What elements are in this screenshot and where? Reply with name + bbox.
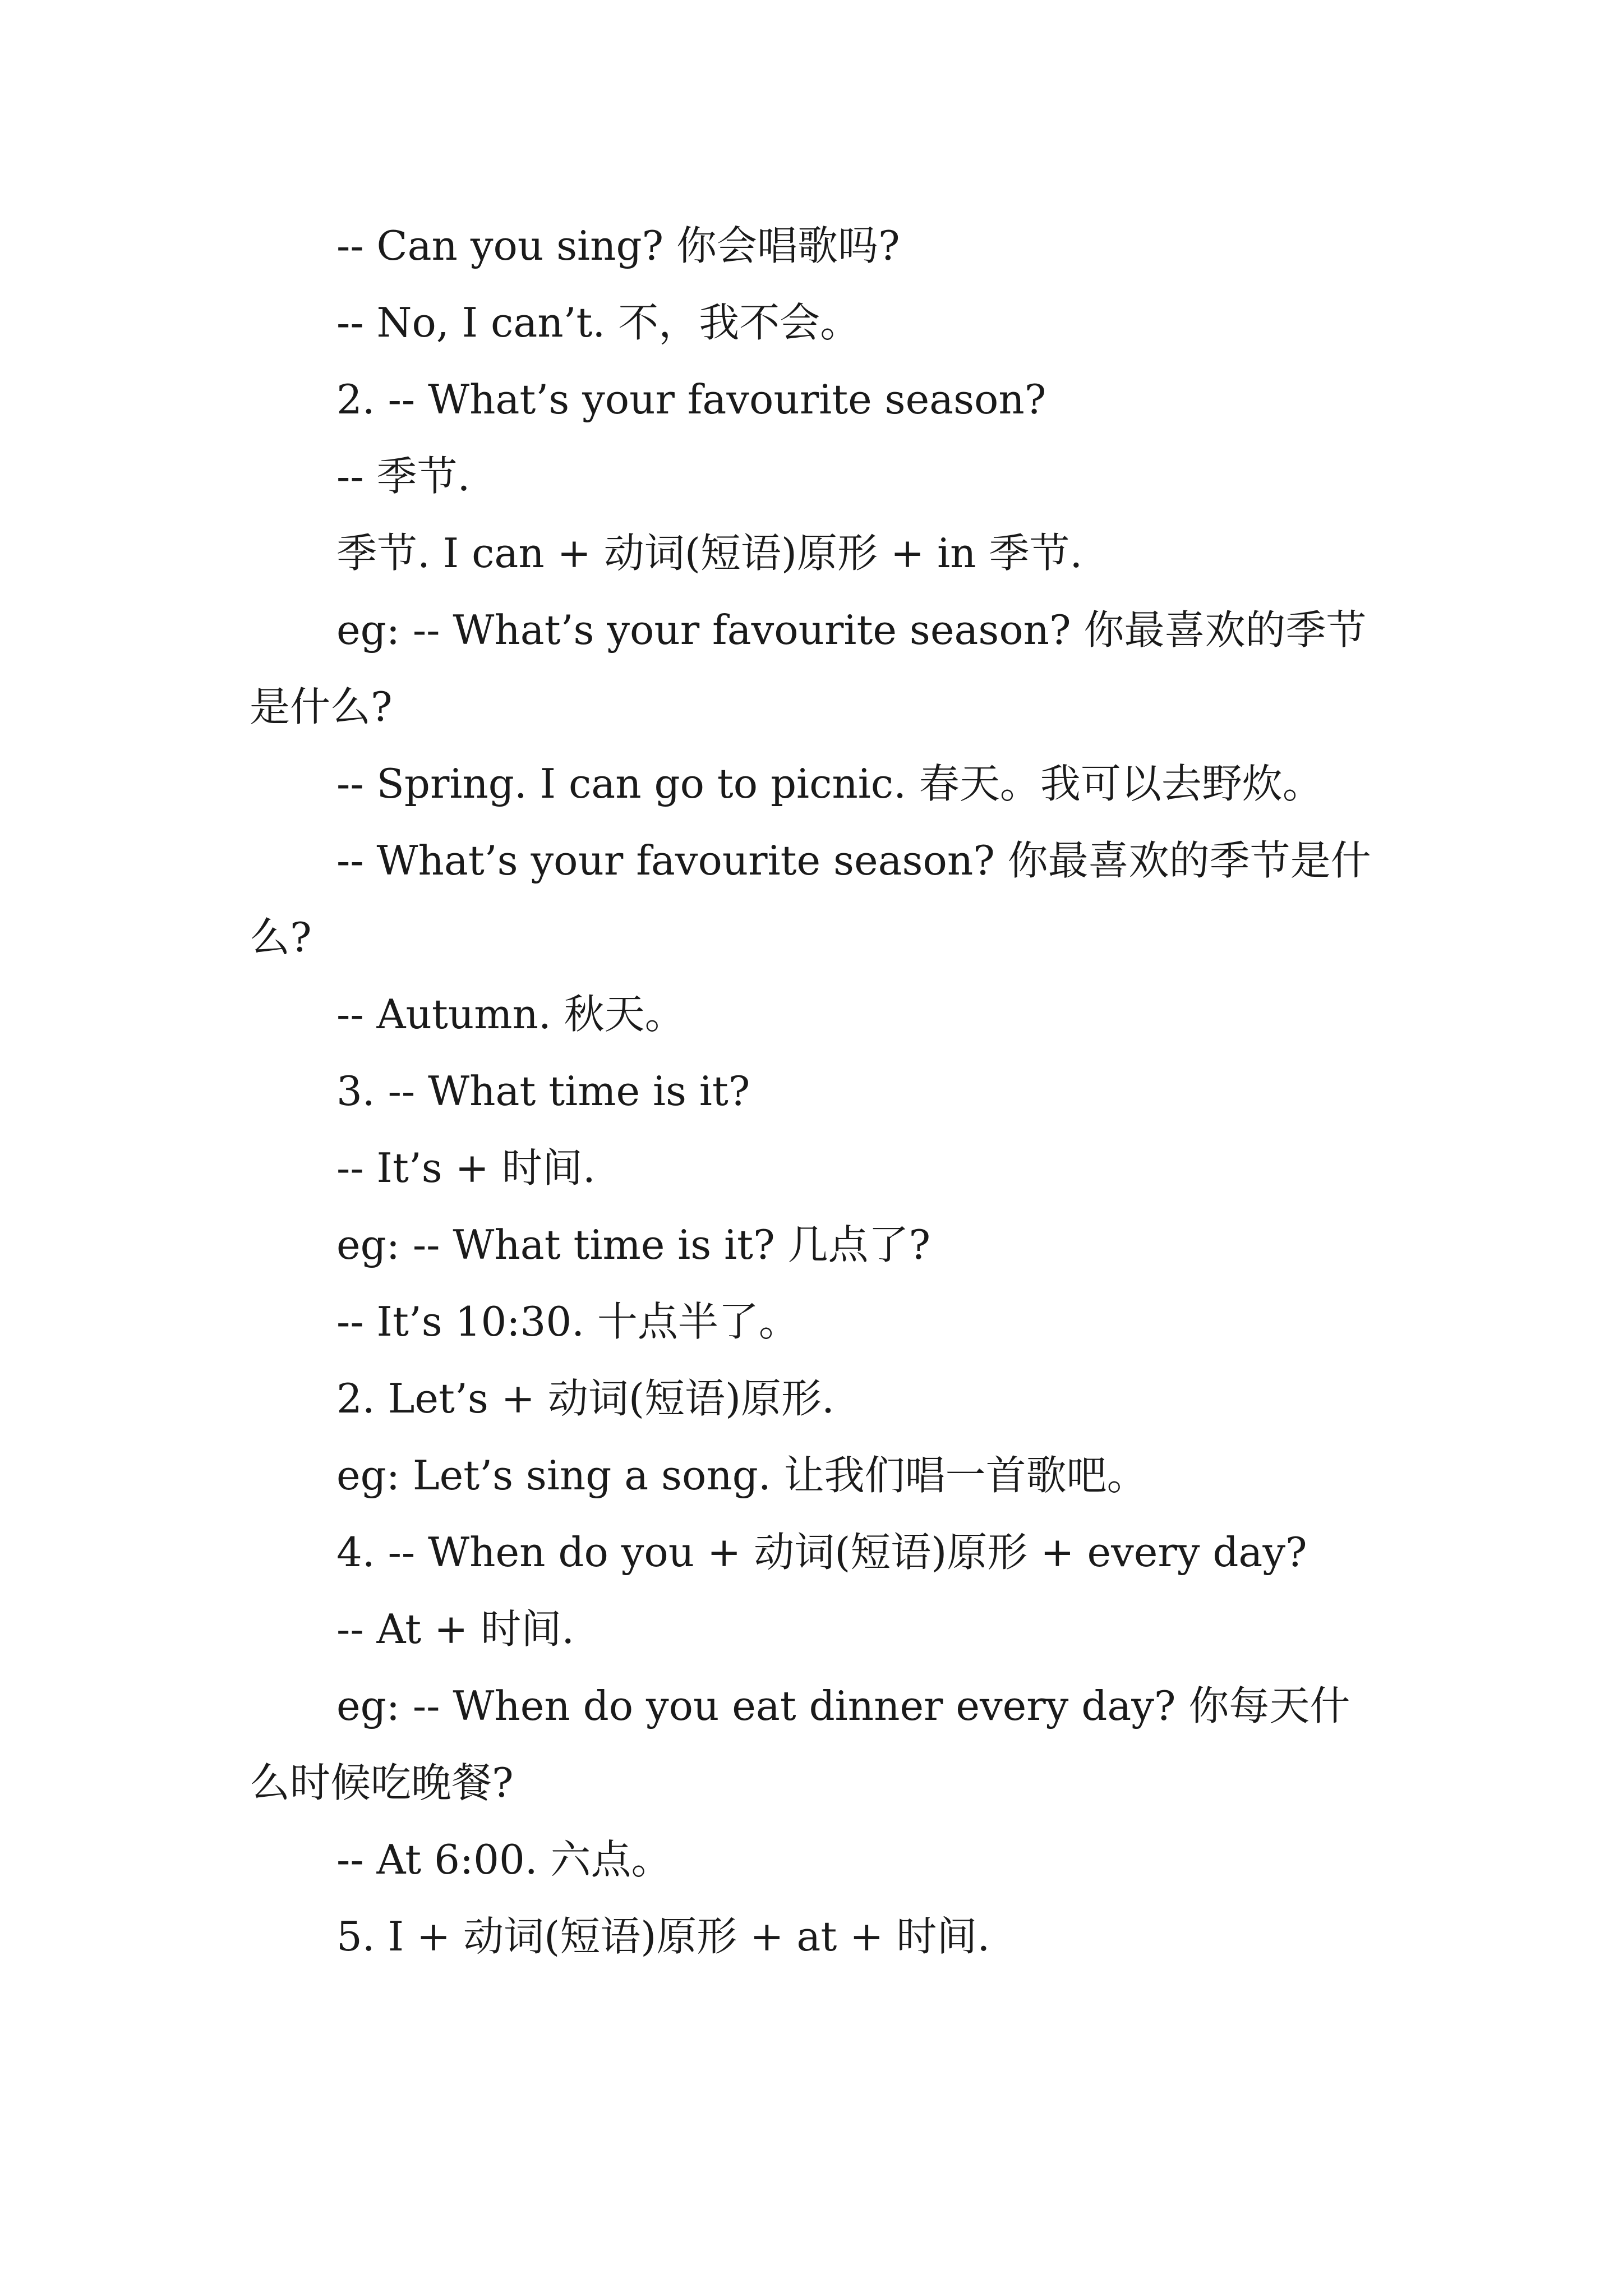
paragraph-1: -- Can you sing? 你会唱歌吗? xyxy=(336,222,900,269)
paragraph-19: -- At 6:00. 六点。 xyxy=(336,1836,672,1883)
paragraph-17: -- At + 时间. xyxy=(336,1605,575,1653)
paragraph-3: 2. -- What’s your favourite season? xyxy=(336,376,1046,423)
paragraph-14: 2. Let’s + 动词(短语)原形. xyxy=(336,1375,834,1422)
paragraph-16: 4. -- When do you + 动词(短语)原形 + every day? xyxy=(336,1529,1307,1576)
paragraph-2: -- No, I can’t. 不，我不会。 xyxy=(336,299,861,346)
paragraph-4: -- 季节. xyxy=(336,453,471,500)
paragraph-12: eg: -- What time is it? 几点了? xyxy=(336,1221,931,1268)
paragraph-6: eg: -- What’s your favourite season? 你最喜欢的季节是什么? xyxy=(250,606,1367,730)
paragraph-11: -- It’s + 时间. xyxy=(336,1144,596,1191)
paragraph-10: 3. -- What time is it? xyxy=(336,1068,750,1115)
paragraph-15: eg: Let’s sing a song. 让我们唱一首歌吧。 xyxy=(336,1452,1147,1499)
paragraph-20: 5. I + 动词(短语)原形 + at + 时间. xyxy=(336,1913,990,1960)
paragraph-9: -- Autumn. 秋天。 xyxy=(336,991,685,1038)
paragraph-5: 季节. I can + 动词(短语)原形 + in 季节. xyxy=(336,530,1083,577)
paragraph-7: -- Spring. I can go to picnic. 春天。我可以去野炊。 xyxy=(336,760,1323,807)
paragraph-8: -- What’s your favourite season? 你最喜欢的季节是什么? xyxy=(250,837,1371,961)
document-body xyxy=(250,208,1388,1975)
paragraph-13: -- It’s 10:30. 十点半了。 xyxy=(336,1298,799,1345)
paragraph-18: eg: -- When do you eat dinner every day? 你每天什么时候吃晚餐? xyxy=(250,1682,1350,1806)
